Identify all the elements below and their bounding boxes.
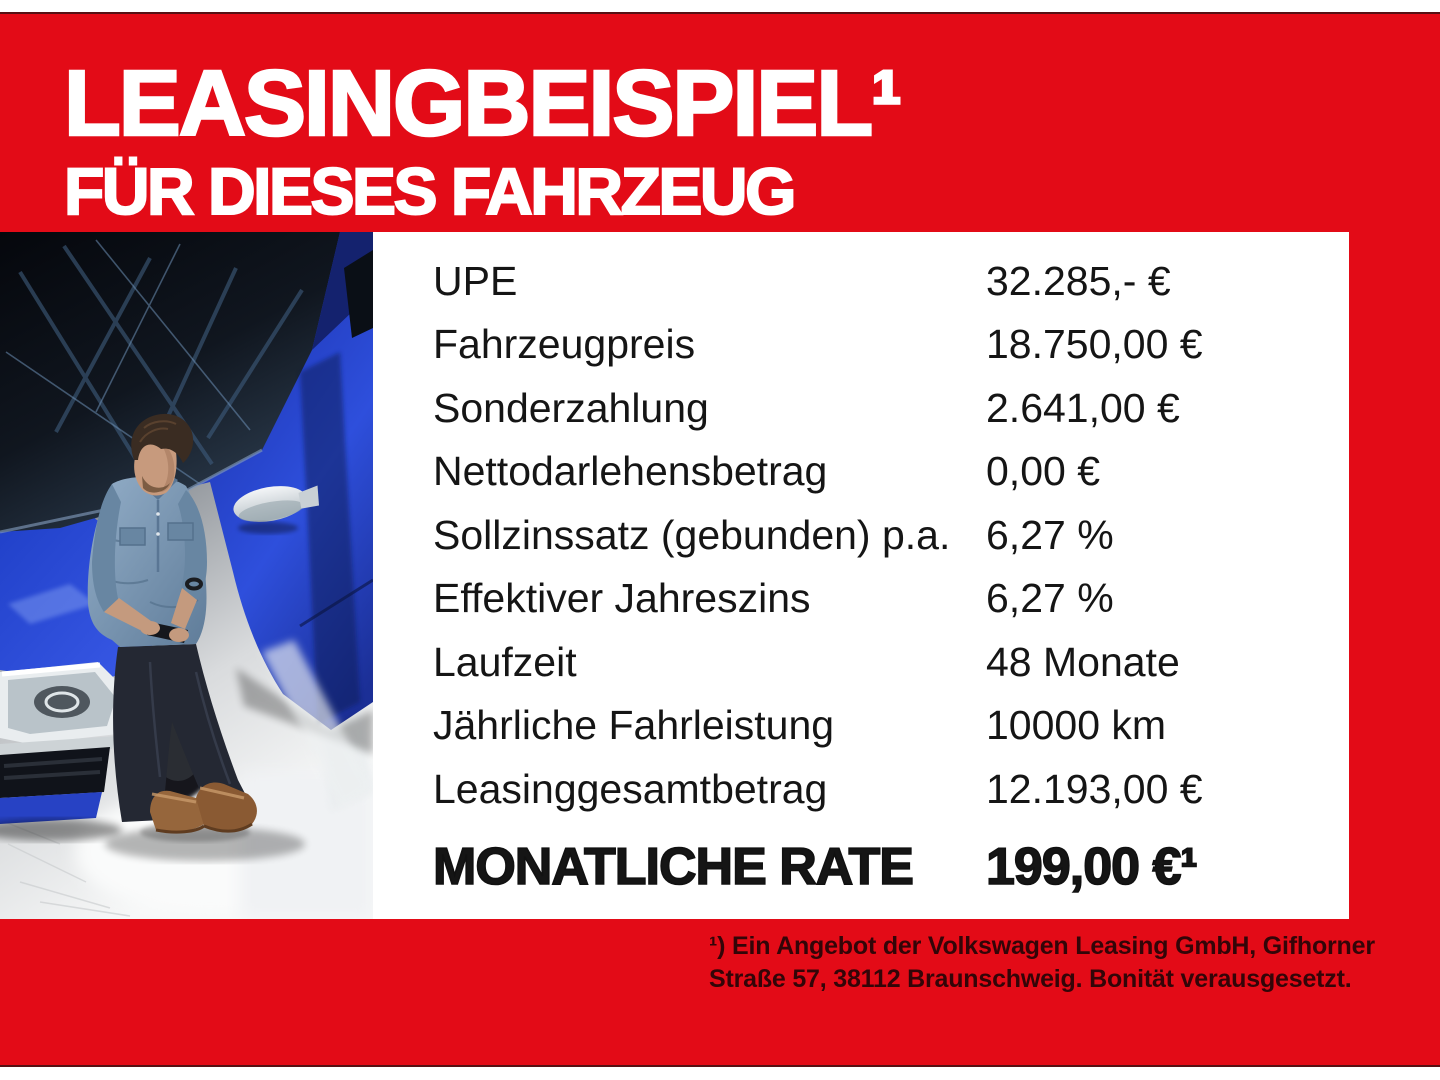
table-row xyxy=(433,503,1349,567)
row-label: Effektiver Jahreszins xyxy=(433,575,811,622)
row-value: 10000 km xyxy=(986,702,1167,749)
row-value: 48 Monate xyxy=(986,638,1180,685)
page-subtitle: FÜR DIESES FAHRZEUG xyxy=(64,154,794,228)
header xyxy=(64,51,901,228)
row-value: 0,00 € xyxy=(986,448,1100,495)
page-title: LEASINGBEISPIEL¹ xyxy=(64,51,901,155)
row-label: UPE xyxy=(433,257,518,304)
car-and-driver-illustration xyxy=(0,232,373,919)
monthly-rate-label: MONATLICHE RATE xyxy=(433,837,913,896)
footnote-line1: ¹) Ein Angebot der Volkswagen Leasing GmbH, Gifhorner xyxy=(709,932,1375,960)
row-value: 18.750,00 € xyxy=(986,321,1203,368)
table-row xyxy=(433,567,1349,631)
row-label: Leasinggesamtbetrag xyxy=(433,765,828,812)
table-row xyxy=(433,757,1349,821)
row-label: Sollzinssatz (gebunden) p.a. xyxy=(433,511,951,558)
headlight xyxy=(0,662,130,755)
row-label: Laufzeit xyxy=(433,638,577,685)
footnote-line2: Straße 57, 38112 Braunschweig. Bonität verausgesetzt. xyxy=(709,965,1352,993)
footnote xyxy=(709,930,1375,996)
row-value: 6,27 % xyxy=(986,575,1114,622)
row-label: Fahrzeugpreis xyxy=(433,321,696,368)
ad-card xyxy=(0,12,1440,1067)
row-value: 6,27 % xyxy=(986,511,1114,558)
row-value: 32.285,- € xyxy=(986,257,1171,304)
row-label: Jährliche Fahrleistung xyxy=(433,702,835,749)
table-row xyxy=(433,440,1349,504)
monthly-rate-row xyxy=(433,831,1349,903)
table-row xyxy=(433,694,1349,758)
row-label: Nettodarlehensbetrag xyxy=(433,448,828,495)
table-row xyxy=(433,313,1349,377)
table-row xyxy=(433,376,1349,440)
table-row xyxy=(433,630,1349,694)
row-label: Sonderzahlung xyxy=(433,384,709,431)
vehicle-photo xyxy=(0,232,373,919)
table-row xyxy=(433,249,1349,313)
monthly-rate-value: 199,00 €¹ xyxy=(986,837,1197,896)
row-value: 12.193,00 € xyxy=(986,765,1203,812)
row-value: 2.641,00 € xyxy=(986,384,1180,431)
leasing-details-panel xyxy=(373,232,1349,919)
